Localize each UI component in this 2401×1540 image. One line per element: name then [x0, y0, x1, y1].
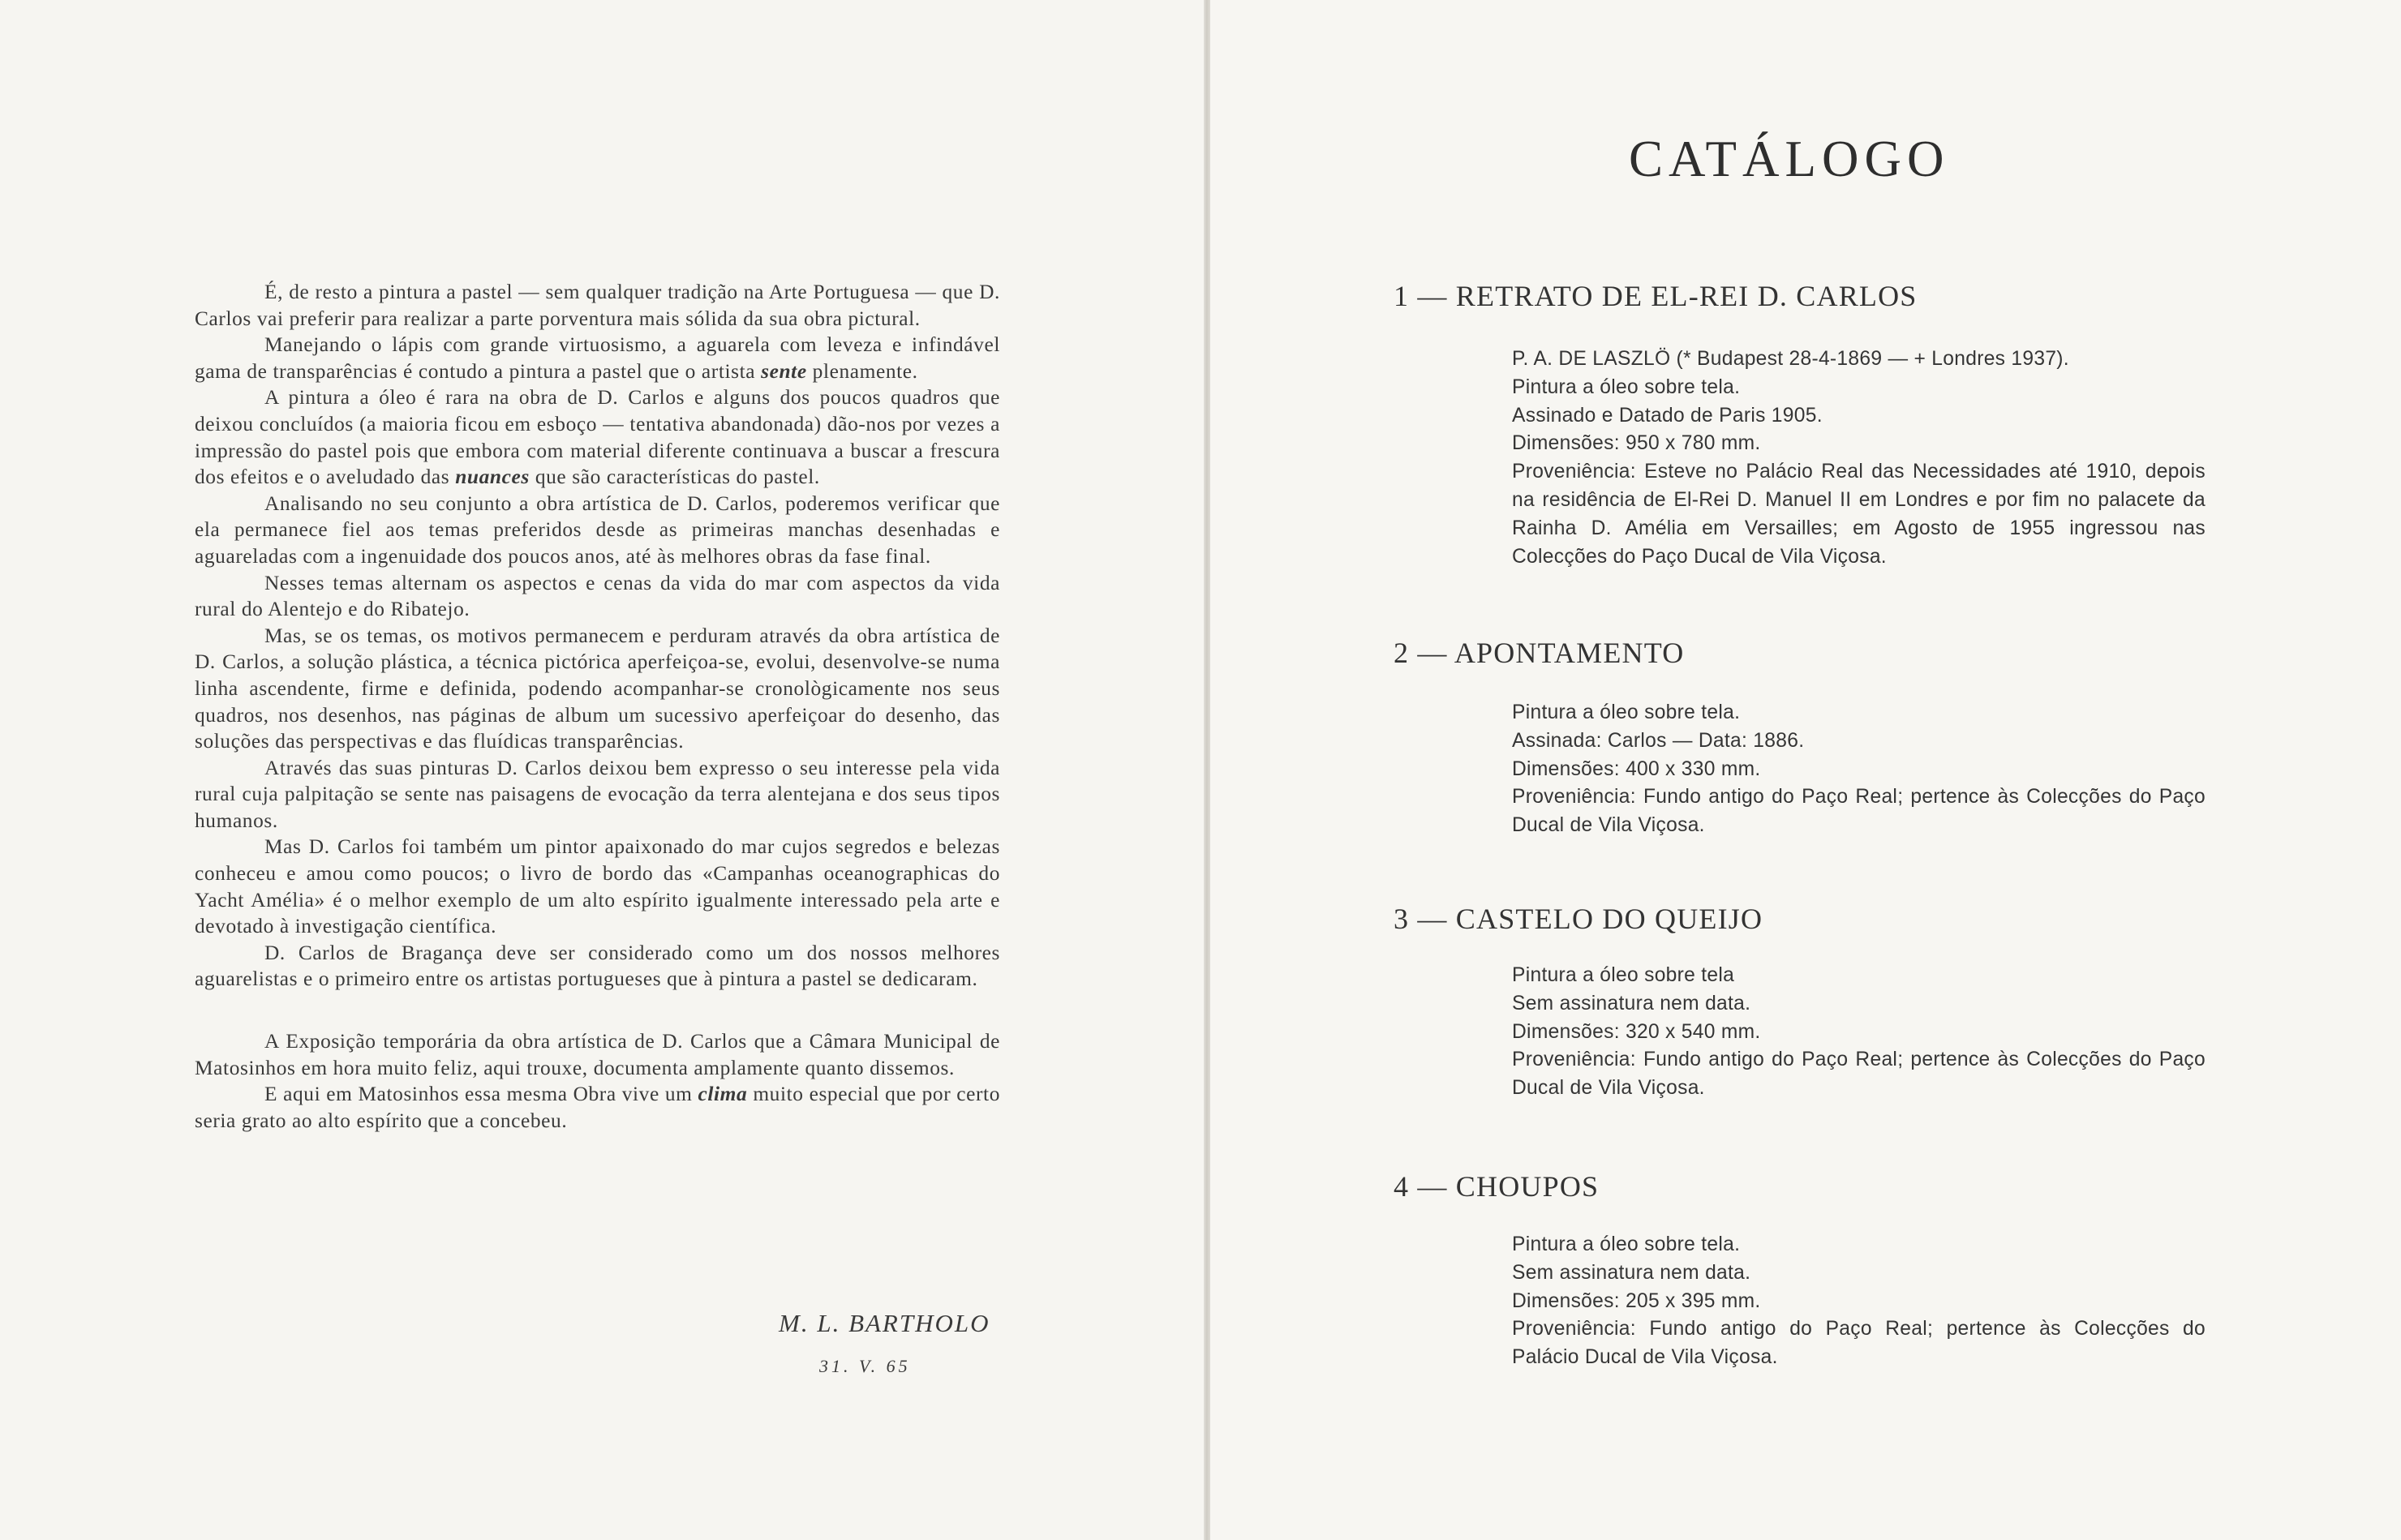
paragraph-text: Mas D. Carlos foi também um pintor apaixonado do mar cujos segredos e belezas conheceu e amou como poucos; o livro de bordo das «Campanhas oceanographicas do Yacht Amélia» é o melhor exemplo de um alto espírito igualmente interessado pela arte e devotado à investigação científica.: [195, 835, 1000, 938]
entry-2-heading: 2 — APONTAMENTO: [1394, 637, 1685, 669]
essay-paragraph: [195, 623, 1000, 755]
essay-paragraph: [195, 755, 1000, 834]
essay-paragraph: [195, 940, 1000, 993]
essay-paragraph: [195, 332, 1000, 384]
paragraph-text: D. Carlos de Bragança deve ser considerado como um dos nossos melhores aguarelistas e o primeiro entre os artistas portugueses que à pintura a pastel se dedicaram.: [195, 941, 1000, 991]
emphasized-word: nuances: [455, 465, 530, 489]
entry-2-line: Assinada: Carlos — Data: 1886.: [1512, 729, 1805, 752]
emphasized-word: clima: [698, 1083, 748, 1106]
paragraph-text: Através das suas pinturas D. Carlos deixou bem expresso o seu interesse pela vida rural cuja palpitação se sente nas paisagens de evocação da terra alentejana e dos seus tipos humanos.: [195, 756, 1000, 832]
entry-1-provenance: Proveniência: Esteve no Palácio Real das Necessidades até 1910, depois na residência de El-Rei D. Manuel II em Londres e por fim no palacete da Rainha D. Amélia em Versailles; em Agosto de 1955 ingressou nas Colecções do Paço Ducal de Vila Viçosa.: [1512, 461, 2206, 568]
entry-1-line: Assinado e Datado de Paris 1905.: [1512, 404, 1823, 427]
entry-1-line: Dimensões: 950 x 780 mm.: [1512, 432, 1761, 455]
entry-3-line: Dimensões: 320 x 540 mm.: [1512, 1020, 1761, 1043]
paragraph-text: que são características do pastel.: [529, 465, 820, 489]
paragraph-text: E aqui em Matosinhos essa mesma Obra vive um: [264, 1083, 698, 1106]
entry-3-line: Pintura a óleo sobre tela: [1512, 964, 1735, 986]
catalog-title: CATÁLOGO: [1629, 131, 1950, 187]
entry-2-details: [1512, 699, 2206, 840]
author-signature: M. L. BARTHOLO: [779, 1309, 990, 1337]
entry-4-heading: 4 — CHOUPOS: [1394, 1170, 1600, 1203]
paragraph-text: Manejando o lápis com grande virtuosismo, a aguarela com leveza e infindável gama de transparências é contudo a pintura a pastel que o artista: [195, 333, 1000, 383]
paragraph-text: Nesses temas alternam os aspectos e cenas da vida do mar com aspectos da vida rural do Alentejo e do Ribatejo.: [195, 571, 1000, 621]
right-page: [1210, 0, 2401, 1540]
entry-3-heading: 3 — CASTELO DO QUEIJO: [1394, 903, 1763, 935]
entry-1-heading: 1 — RETRATO DE EL-REI D. CARLOS: [1394, 280, 1918, 312]
emphasized-word: sente: [761, 359, 807, 383]
book-gutter: [1204, 0, 1210, 1540]
entry-1-line: Pintura a óleo sobre tela.: [1512, 375, 1741, 398]
essay-paragraph: [195, 1028, 1000, 1081]
entry-4-provenance: Proveniência: Fundo antigo do Paço Real; pertence às Colecções do Palácio Ducal de Vila Viçosa.: [1512, 1318, 2206, 1369]
essay-paragraph: [195, 1081, 1000, 1134]
entry-2-line: Dimensões: 400 x 330 mm.: [1512, 757, 1761, 780]
entry-2-line: Pintura a óleo sobre tela.: [1512, 701, 1741, 723]
essay-paragraph: [195, 491, 1000, 570]
entry-3-provenance: Proveniência: Fundo antigo do Paço Real; pertence às Colecções do Paço Ducal de Vila Viçosa.: [1512, 1049, 2206, 1100]
entry-1-line: P. A. DE LASZLÖ (* Budapest 28-4-1869 — + Londres 1937).: [1512, 348, 2069, 370]
essay-text: [195, 279, 1000, 1134]
paragraph-text: Analisando no seu conjunto a obra artística de D. Carlos, poderemos verificar que ela permanece fiel aos temas preferidos desde as primeiras manchas desenhadas e aguareladas com a ingenuidade dos poucos anos, até às melhores obras da fase final.: [195, 491, 1000, 568]
signature-date: 31. V. 65: [819, 1356, 911, 1376]
paragraph-text: Mas, se os temas, os motivos permanecem e perduram através da obra artística de D. Carlos, a solução plástica, a técnica pictórica aperfeiçoa-se, evolui, desenvolve-se numa linha ascendente, firme e definida, podendo acompanhar-se cronològicamente nos seus quadros, nos desenhos, nas páginas de album um sucessivo aperfeiçoar do desenho, das soluções das perspectivas e das fluídicas transparências.: [195, 624, 1000, 753]
essay-paragraph: [195, 570, 1000, 623]
entry-4-line: Dimensões: 205 x 395 mm.: [1512, 1289, 1761, 1312]
entry-4-details: [1512, 1231, 2206, 1372]
entry-2-provenance: Proveniência: Fundo antigo do Paço Real; pertence às Colecções do Paço Ducal de Vila Viçosa.: [1512, 786, 2206, 837]
paragraph-text: muito especial que por certo seria grato ao alto espírito que a concebeu.: [195, 1083, 1000, 1132]
paragraph-text: É, de resto a pintura a pastel — sem qualquer tradição na Arte Portuguesa — que D. Carlos vai preferir para realizar a parte porventura mais sólida da sua obra pictural.: [195, 281, 1000, 330]
entry-3-line: Sem assinatura nem data.: [1512, 992, 1751, 1015]
paragraph-text: A pintura a óleo é rara na obra de D. Carlos e alguns dos poucos quadros que deixou concluídos (a maioria ficou em esboço — tentativa abandonada) dão-nos por vezes a impressão do pastel pois que embora com material diferente continuava a buscar a frescura dos efeitos e o aveludado das: [195, 386, 1000, 489]
essay-paragraph: [195, 384, 1000, 490]
paragraph-text: plenamente.: [806, 359, 918, 383]
entry-1-details: [1512, 345, 2206, 571]
paragraph-text: A Exposição temporária da obra artística de D. Carlos que a Câmara Municipal de Matosinhos em hora muito feliz, aqui trouxe, documenta amplamente quanto dissemos.: [195, 1030, 1000, 1079]
essay-paragraph: [195, 279, 1000, 332]
entry-3-details: [1512, 962, 2206, 1103]
entry-4-line: Sem assinatura nem data.: [1512, 1261, 1751, 1284]
entry-4-line: Pintura a óleo sobre tela.: [1512, 1233, 1741, 1255]
essay-paragraph: [195, 834, 1000, 939]
